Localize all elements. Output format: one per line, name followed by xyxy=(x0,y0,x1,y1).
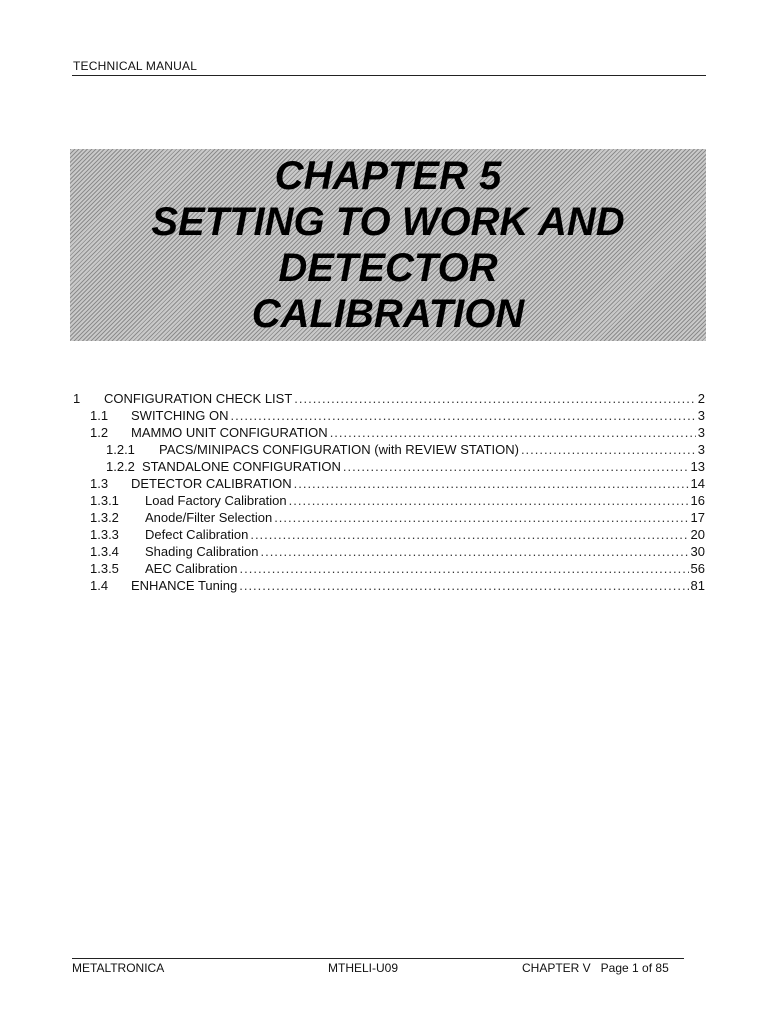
toc-entry[interactable] xyxy=(90,526,705,543)
toc-entry-title: PACS/MINIPACS CONFIGURATION (with REVIEW STATION) xyxy=(159,442,519,457)
toc-entry[interactable] xyxy=(90,475,705,492)
toc-entry-page: 3 xyxy=(697,442,705,457)
toc-entry-title: Load Factory Calibration xyxy=(145,493,287,508)
footer-document-code: MTHELI-U09 xyxy=(328,961,399,975)
toc-entry-title: Defect Calibration xyxy=(145,527,249,542)
chapter-title-box xyxy=(70,149,706,341)
toc-entry-number: 1.3 xyxy=(90,476,109,491)
footer-rule xyxy=(72,958,684,959)
toc-leader-dots xyxy=(521,441,696,458)
toc-entry-page: 30 xyxy=(690,544,705,559)
toc-entry[interactable] xyxy=(90,560,705,577)
toc-entry-title: MAMMO UNIT CONFIGURATION xyxy=(131,425,328,440)
toc-entry[interactable] xyxy=(90,577,705,594)
toc-entry-title: STANDALONE CONFIGURATION xyxy=(142,459,341,474)
toc-entry-page: 56 xyxy=(690,561,705,576)
toc-leader-dots xyxy=(289,492,689,509)
toc-entry-number: 1 xyxy=(73,391,81,406)
toc-entry-number: 1.4 xyxy=(90,578,109,593)
toc-entry[interactable] xyxy=(90,407,705,424)
toc-entry[interactable] xyxy=(106,458,705,475)
toc-entry-number: 1.3.2 xyxy=(90,510,119,525)
chapter-title-line-1: CHAPTER 5 xyxy=(274,154,502,198)
chapter-title-line-4: CALIBRATION xyxy=(251,292,525,336)
toc-leader-dots xyxy=(330,424,696,441)
chapter-title-line-2: SETTING TO WORK AND xyxy=(151,200,625,244)
toc-entry-number: 1.2 xyxy=(90,425,109,440)
toc-entry-number: 1.2.1 xyxy=(106,442,135,457)
footer-page-number: CHAPTER V Page 1 of 85 xyxy=(522,961,669,975)
toc-entry-number: 1.1 xyxy=(90,408,109,423)
toc-entry-page: 14 xyxy=(690,476,705,491)
toc-entry-title: Shading Calibration xyxy=(145,544,259,559)
toc-entry[interactable] xyxy=(73,390,705,407)
toc-entry-page: 13 xyxy=(690,459,705,474)
toc-entry-page: 3 xyxy=(697,425,705,440)
toc-leader-dots xyxy=(250,526,688,543)
toc-entry-page: 20 xyxy=(690,527,705,542)
toc-entry-page: 2 xyxy=(697,391,705,406)
toc-entry[interactable] xyxy=(106,441,705,458)
toc-leader-dots xyxy=(260,543,688,560)
toc-entry-number: 1.2.2 xyxy=(106,459,135,474)
toc-entry-page: 81 xyxy=(690,578,705,593)
toc-entry-title: ENHANCE Tuning xyxy=(131,578,238,593)
toc-leader-dots xyxy=(294,390,695,407)
toc-entry-title: AEC Calibration xyxy=(145,561,238,576)
toc-entry-title: CONFIGURATION CHECK LIST xyxy=(104,391,293,406)
footer-company: METALTRONICA xyxy=(72,961,165,975)
chapter-title-line-3: DETECTOR xyxy=(278,246,498,290)
toc-leader-dots xyxy=(294,475,689,492)
toc-entry-number: 1.3.4 xyxy=(90,544,119,559)
toc-entry[interactable] xyxy=(90,492,705,509)
toc-entry-page: 17 xyxy=(690,510,705,525)
running-header: TECHNICAL MANUAL xyxy=(73,59,198,73)
toc-entry-number: 1.3.3 xyxy=(90,527,119,542)
header-rule xyxy=(72,75,706,76)
toc-entry[interactable] xyxy=(90,509,705,526)
toc-entry[interactable] xyxy=(90,543,705,560)
toc-leader-dots xyxy=(231,407,696,424)
toc-entry-title: DETECTOR CALIBRATION xyxy=(131,476,292,491)
toc-leader-dots xyxy=(239,577,688,594)
toc-entry-page: 3 xyxy=(697,408,705,423)
toc-leader-dots xyxy=(240,560,689,577)
toc-entry-page: 16 xyxy=(690,493,705,508)
toc-entry[interactable] xyxy=(90,424,705,441)
toc-entry-title: SWITCHING ON xyxy=(131,408,229,423)
toc-leader-dots xyxy=(274,509,688,526)
toc-leader-dots xyxy=(343,458,689,475)
toc-entry-number: 1.3.1 xyxy=(90,493,119,508)
toc-entry-title: Anode/Filter Selection xyxy=(145,510,273,525)
toc-entry-number: 1.3.5 xyxy=(90,561,119,576)
